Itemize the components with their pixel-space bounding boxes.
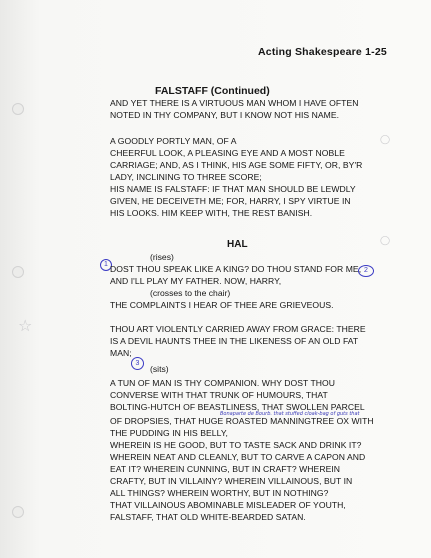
dialogue-line: THE PUDDING IN HIS BELLY, <box>110 428 228 438</box>
dialogue-line: EAT IT? WHEREIN CUNNING, BUT IN CRAFT? WHEREIN <box>110 464 341 474</box>
dialogue-line: IS A DEVIL HAUNTS THEE IN THE LIKENESS OF AN OLD FAT <box>110 336 359 346</box>
dialogue-line: A TUN OF MAN IS THY COMPANION. WHY DOST THOU <box>110 378 336 388</box>
dialogue-line: FALSTAFF, THAT OLD WHITE-BEARDED SATAN. <box>110 512 306 522</box>
stage-direction: (sits) <box>150 364 169 374</box>
dialogue-line: BOLTING-HUTCH OF BEASTLINESS, THAT SWOLLEN PARCEL <box>110 402 365 412</box>
dialogue-line: LADY, INCLINING TO THREE SCORE; <box>110 172 262 182</box>
character-heading-hal: HAL <box>227 239 248 250</box>
dialogue-line: WHEREIN IS HE GOOD, BUT TO TASTE SACK AND DRINK IT? <box>110 440 362 450</box>
dialogue-line: THE COMPLAINTS I HEAR OF THEE ARE GRIEVEOUS. <box>110 300 334 310</box>
dialogue-line: THAT VILLAINOUS ABOMINABLE MISLEADER OF YOUTH, <box>110 500 346 510</box>
dialogue-line: WHEREIN NEAT AND CLEANLY, BUT TO CARVE A CAPON AND <box>110 452 366 462</box>
annotation-circle-1: 1 <box>100 259 112 271</box>
dialogue-line: MAN; <box>110 348 132 358</box>
annotation-circle-2: 2 <box>358 265 374 277</box>
dialogue-line: CONVERSE WITH THAT TRUNK OF HUMOURS, THAT <box>110 390 328 400</box>
dialogue-line: THOU ART VIOLENTLY CARRIED AWAY FROM GRACE: THERE <box>110 324 366 334</box>
dialogue-line: CRAFTY, BUT IN VILLAINY? WHEREIN VILLAINOUS, BUT IN <box>110 476 353 486</box>
page-header: Acting Shakespeare 1-25 <box>258 46 387 58</box>
dialogue-line: DOST THOU SPEAK LIKE A KING? DO THOU STAND FOR ME, <box>110 264 362 274</box>
binder-hole <box>12 103 24 115</box>
dialogue-line: GIVEN, HE DECEIVETH ME; FOR, HARRY, I SPY VIRTUE IN <box>110 196 351 206</box>
binder-hole <box>12 266 24 278</box>
stage-direction: (rises) <box>150 252 174 262</box>
binder-hole <box>12 506 24 518</box>
dialogue-line: AND I'LL PLAY MY FATHER. NOW, HARRY, <box>110 276 282 286</box>
dialogue-line: HIS NAME IS FALSTAFF: IF THAT MAN SHOULD BE LEWDLY <box>110 184 356 194</box>
dialogue-line: ALL THINGS? WHEREIN WORTHY, BUT IN NOTHING? <box>110 488 329 498</box>
bleed-through-circle-mark: ◯ <box>380 135 391 145</box>
annotation-circle-3: 3 <box>131 357 144 370</box>
handwritten-insertion: Bonaparte de Bourb. that stuffed cloak-bag of guts that <box>220 411 360 417</box>
dialogue-line: OF DROPSIES, THAT HUGE ROASTED MANNINGTREE OX WITH <box>110 416 374 426</box>
dialogue-line: A GOODLY PORTLY MAN, OF A <box>110 136 237 146</box>
dialogue-line: AND YET THERE IS A VIRTUOUS MAN WHOM I HAVE OFTEN <box>110 98 359 108</box>
bleed-through-star-mark: ☆ <box>18 316 33 335</box>
stage-direction: (crosses to the chair) <box>150 288 231 298</box>
dialogue-line: HIS LOOKS. HIM KEEP WITH, THE REST BANISH. <box>110 208 313 218</box>
dialogue-line: NOTED IN THY COMPANY, BUT I KNOW NOT HIS NAME. <box>110 110 340 120</box>
character-heading-falstaff: FALSTAFF (Continued) <box>155 85 270 97</box>
bleed-through-circle-mark: ◯ <box>380 236 391 246</box>
dialogue-line: CHEERFUL LOOK, A PLEASING EYE AND A MOST NOBLE <box>110 148 345 158</box>
dialogue-line: CARRIAGE; AND, AS I THINK, HIS AGE SOME FIFTY, OR, BY'R <box>110 160 363 170</box>
